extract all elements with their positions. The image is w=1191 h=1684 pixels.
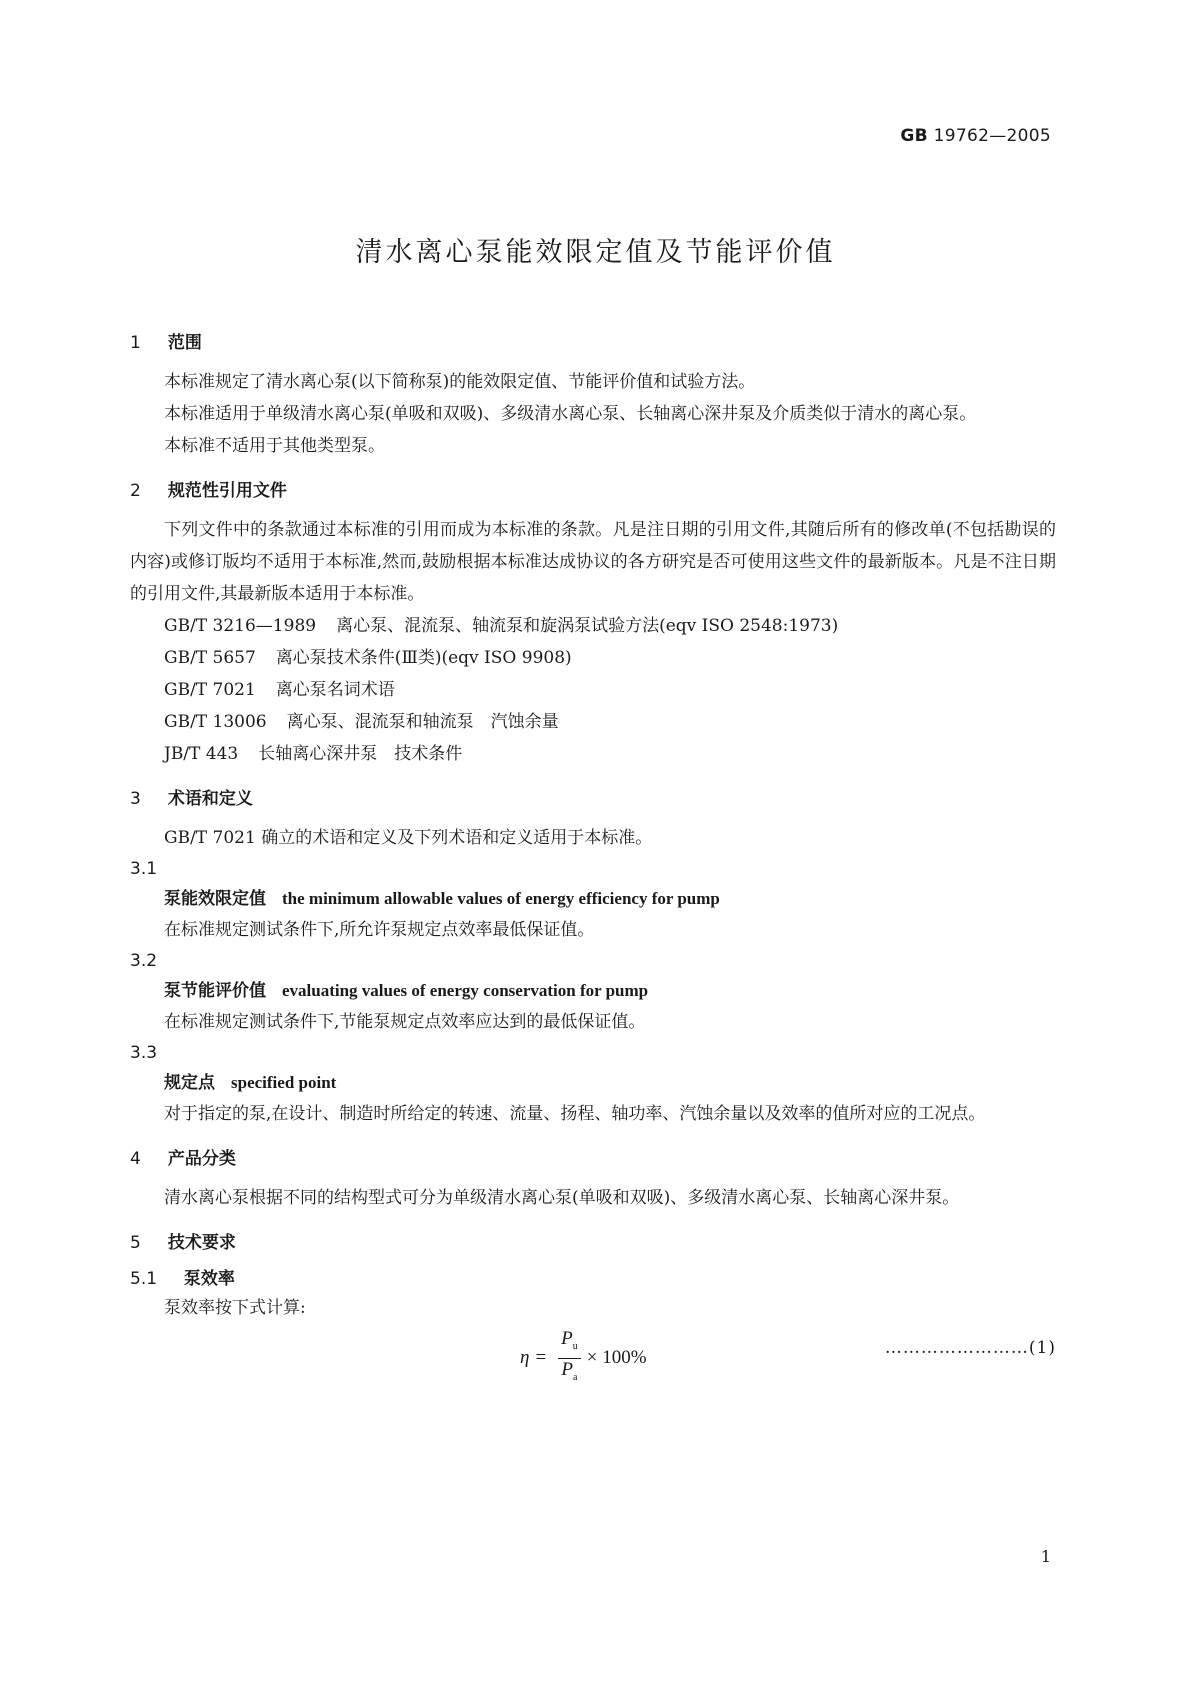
reference-code: GB/T 7021 [164,680,256,700]
term-zh: 规定点 [164,1073,215,1093]
term-number: 3.2 [130,951,158,971]
reference-item [130,706,1056,738]
section-1-heading [130,330,1056,356]
multiplier: × 100% [586,1347,647,1369]
eta-symbol: η [520,1347,530,1369]
term-heading [130,1068,1056,1098]
subsection-title: 泵效率 [183,1269,235,1289]
fraction-denominator: $P_a$ [561,1358,578,1383]
reference-code: GB/T 3216—1989 [164,616,317,636]
section-number: 4 [130,1149,141,1169]
section-3-heading [130,786,1056,812]
section-title: 术语和定义 [167,789,253,809]
fraction-numerator: $P_u$ [558,1328,581,1359]
section-number: 3 [130,789,141,809]
term-number: 3.3 [130,1043,158,1063]
reference-title: 长轴离心深井泵 技术条件 [258,744,463,764]
standard-code [900,126,1051,146]
section-4-heading [130,1146,1056,1172]
subsection-5-1-heading [130,1266,1056,1292]
document-body [130,330,1056,1384]
reference-item [130,738,1056,770]
reference-code: GB/T 13006 [164,712,267,732]
equation-1 [130,1324,1056,1384]
reference-code: GB/T 5657 [164,648,256,668]
section-5-heading [130,1230,1056,1256]
section-title: 技术要求 [167,1233,236,1253]
standard-number: 19762—2005 [933,126,1051,146]
equation-number: ……………………(1) [884,1338,1056,1358]
subsection-number: 5.1 [130,1269,158,1289]
paragraph: 本标准规定了清水离心泵(以下简称泵)的能效限定值、节能评价值和试验方法。 [164,372,756,392]
paragraph: 泵效率按下式计算: [164,1298,306,1318]
reference-title: 离心泵、混流泵和轴流泵 汽蚀余量 [286,712,559,732]
term-heading [130,976,1056,1006]
term-definition: 在标准规定测试条件下,节能泵规定点效率应达到的最低保证值。 [164,1012,646,1032]
efficiency-formula [520,1328,647,1389]
term-en: specified point [231,1073,337,1092]
reference-item [130,610,1056,642]
term-definition: 在标准规定测试条件下,所允许泵规定点效率最低保证值。 [164,920,595,940]
paragraph: 本标准适用于单级清水离心泵(单吸和双吸)、多级清水离心泵、长轴离心深井泵及介质类似于清水的离心泵。 [164,404,977,424]
reference-title: 离心泵名词术语 [275,680,395,700]
paragraph: 清水离心泵根据不同的结构型式可分为单级清水离心泵(单吸和双吸)、多级清水离心泵、长轴离心深井泵。 [164,1188,960,1208]
paragraph: 下列文件中的条款通过本标准的引用而成为本标准的条款。凡是注日期的引用文件,其随后所有的修改单(不包括勘误的内容)或修订版均不适用于本标准,然而,鼓励根据本标准达成协议的各方研究是否可使用这些文件的最新版本。凡是不注日期的引用文件,其最新版本适用于本标准。 [130,520,1056,604]
standard-prefix: GB [900,126,928,146]
reference-title: 离心泵技术条件(Ⅲ类)(eqv ISO 9908) [275,648,572,668]
term-heading [130,884,1056,914]
paragraph: 本标准不适用于其他类型泵。 [164,436,385,456]
section-title: 规范性引用文件 [167,481,287,501]
document-title: 清水离心泵能效限定值及节能评价值 [355,237,836,268]
section-title: 范围 [167,333,202,353]
section-title: 产品分类 [167,1149,236,1169]
term-en: evaluating values of energy conservation for pump [282,981,649,1000]
term-number: 3.1 [130,859,158,879]
section-2-heading [130,478,1056,504]
reference-item [130,642,1056,674]
page-number: 1 [1040,1547,1051,1566]
term-zh: 泵节能评价值 [164,981,266,1001]
fraction [558,1328,581,1389]
term-zh: 泵能效限定值 [164,889,266,909]
paragraph: GB/T 7021 确立的术语和定义及下列术语和定义适用于本标准。 [164,828,653,848]
term-definition: 对于指定的泵,在设计、制造时所给定的转速、流量、扬程、轴功率、汽蚀余量以及效率的值所对应的工况点。 [164,1104,986,1124]
section-number: 2 [130,481,141,501]
reference-item [130,674,1056,706]
reference-code: JB/T 443 [164,744,239,764]
equals-sign: = [535,1347,547,1369]
section-number: 5 [130,1233,141,1253]
term-en: the minimum allowable values of energy efficiency for pump [282,889,720,908]
reference-title: 离心泵、混流泵、轴流泵和旋涡泵试验方法(eqv ISO 2548:1973) [336,616,839,636]
section-number: 1 [130,333,141,353]
